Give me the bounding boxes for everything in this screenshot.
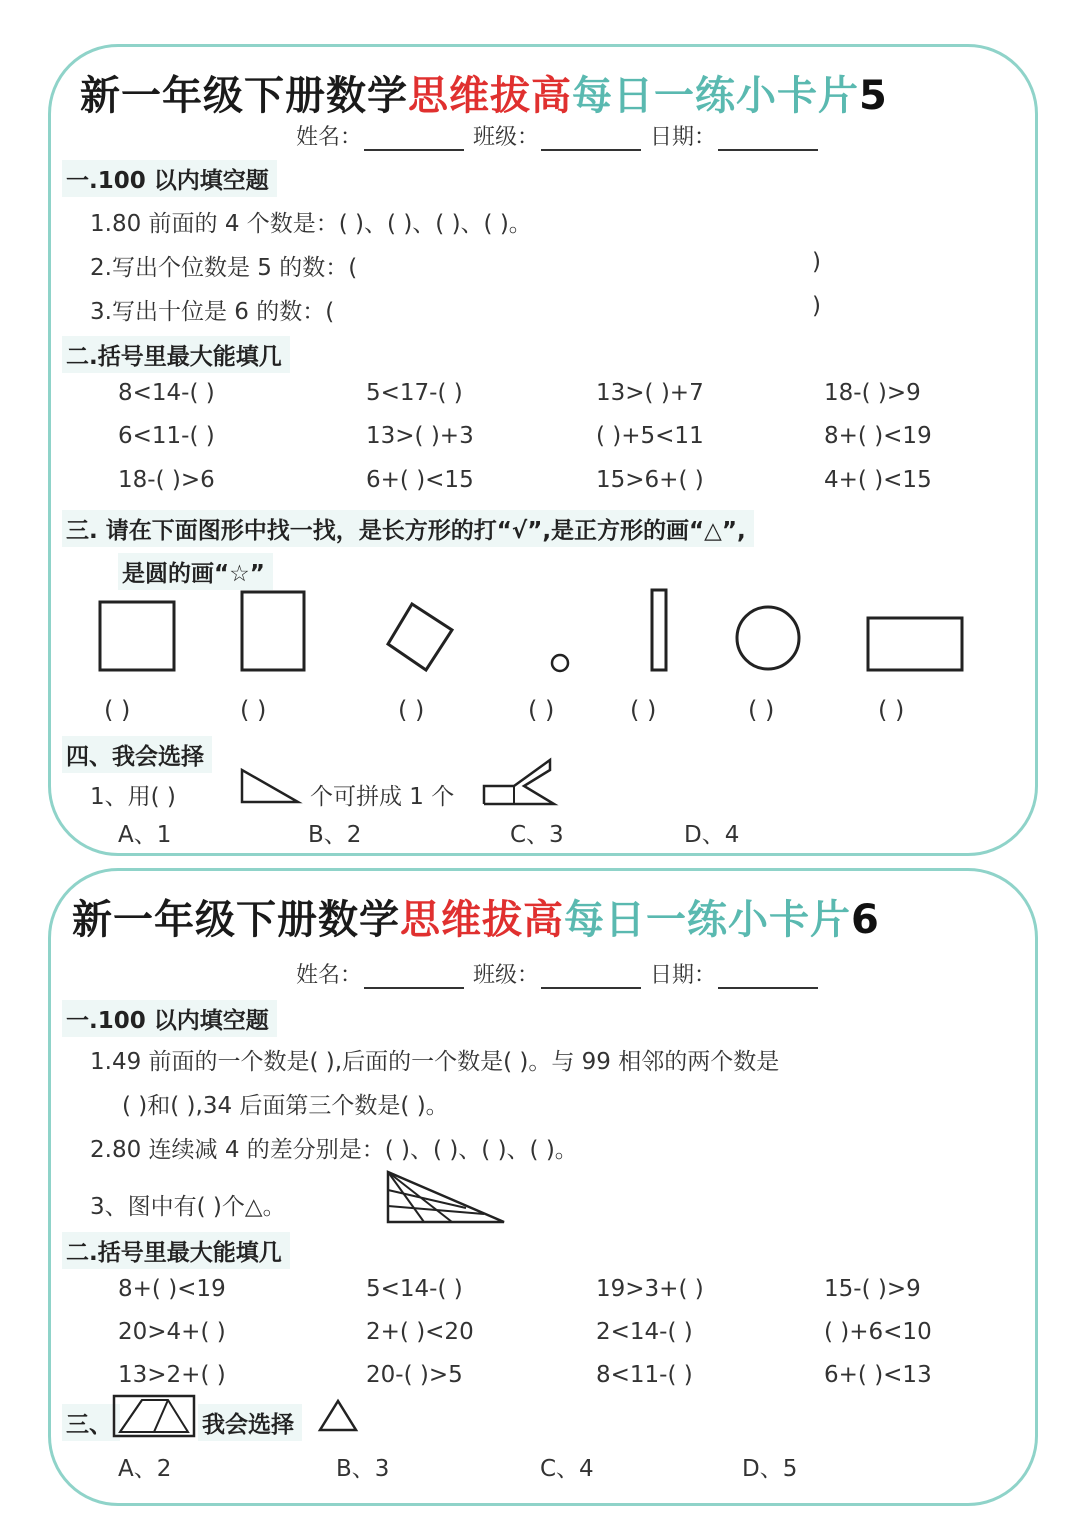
card6-cell: 20>4+( ) [118,1319,226,1345]
answer-paren[interactable]: ( ) [630,696,657,724]
card5-cell: ( )+5<11 [596,423,704,449]
option-c[interactable]: C、3 [510,822,564,848]
card5-cell: 13>( )+7 [596,380,704,406]
title-part-2: 思维拔高 [400,896,564,943]
answer-paren[interactable]: ( ) [748,696,775,724]
class-label: 班级： [473,125,540,150]
card5-cell: 8+( )<19 [824,423,932,449]
rectangle-shape [242,592,304,670]
thin-rectangle-shape [652,590,666,670]
card5-section1-heading: 一.100 以内填空题 [62,160,277,197]
title-number: 6 [851,897,880,943]
title-number: 5 [859,73,888,119]
card6-question-1-line2: ( )和( ),34 后面第三个数是( )。 [122,1093,449,1119]
card6-cell: ( )+6<10 [824,1319,932,1345]
card6-section3-heading-b: 我会选择 [198,1404,302,1441]
card5-s4-question-a: 1、用( ) [90,784,176,810]
card6-question-2: 2.80 连续减 4 的差分别是：( )、( )、( )、( )。 [90,1137,578,1163]
card5-section4-heading: 四、我会选择 [62,736,212,773]
composite-shape-icon [480,756,560,808]
date-label: 日期： [650,963,717,988]
rotated-square-shape [388,604,452,670]
card5-cell: 15>6+( ) [596,467,704,493]
date-field[interactable] [718,129,818,151]
card5-cell: 6+( )<15 [366,467,474,493]
card6-cell: 15-( )>9 [824,1276,921,1302]
small-circle-shape [552,655,568,671]
card5-cell: 4+( )<15 [824,467,932,493]
card5-question-3: 3.写出十位是 6 的数：( [90,299,335,325]
card6-cell: 8<11-( ) [596,1362,693,1388]
card5-cell: 13>( )+3 [366,423,474,449]
option-b[interactable]: B、3 [336,1456,390,1482]
card6-cell: 5<14-( ) [366,1276,463,1302]
option-a[interactable]: A、2 [118,1456,172,1482]
answer-paren[interactable]: ( ) [398,696,425,724]
card6-question-3: 3、图中有( )个△。 [90,1194,286,1220]
card6-info-row [296,958,820,989]
card6-cell: 2<14-( ) [596,1319,693,1345]
option-c[interactable]: C、4 [540,1456,594,1482]
circle-shape [737,607,799,669]
card6-section2-heading: 二.括号里最大能填几 [62,1232,290,1269]
name-field[interactable] [364,967,464,989]
card5-s4-question-b: 个可拼成 1 个 [310,784,455,810]
card6-cell: 6+( )<13 [824,1362,932,1388]
card6-cell: 2+( )<20 [366,1319,474,1345]
title-part-3: 每日一练小卡片 [572,72,859,119]
answer-paren[interactable]: ( ) [240,696,267,724]
card6-cell: 20-( )>5 [366,1362,463,1388]
card5-shapes [60,584,1000,684]
card5-title [80,64,888,121]
square-shape [100,602,174,670]
name-label: 姓名： [296,125,363,150]
class-label: 班级： [473,963,540,988]
card5-cell: 8<14-( ) [118,380,215,406]
card5-question-2-close: ) [812,249,821,275]
triangle-icon [240,766,302,806]
card6-cell: 19>3+( ) [596,1276,704,1302]
card5-cell: 18-( )>6 [118,467,215,493]
card5-question-1: 1.80 前面的 4 个数是：( )、( )、( )、( )。 [90,211,532,237]
answer-paren[interactable]: ( ) [104,696,131,724]
name-label: 姓名： [296,963,363,988]
card5-cell: 5<17-( ) [366,380,463,406]
title-part-1: 新一年级下册数学 [80,72,408,119]
card6-title [72,888,880,945]
answer-paren[interactable]: ( ) [878,696,905,724]
date-field[interactable] [718,967,818,989]
triangle-icon [318,1398,358,1432]
card5-question-2: 2.写出个位数是 5 的数：( [90,255,358,281]
title-part-3: 每日一练小卡片 [564,896,851,943]
card5-section3-heading-line1: 三. 请在下面图形中找一找，是长方形的打“√”,是正方形的画“△”, [62,510,754,547]
card6-section1-heading: 一.100 以内填空题 [62,1000,277,1037]
title-part-1: 新一年级下册数学 [72,896,400,943]
option-a[interactable]: A、1 [118,822,172,848]
card6-cell: 8+( )<19 [118,1276,226,1302]
card5-cell: 18-( )>9 [824,380,921,406]
answer-paren[interactable]: ( ) [528,696,555,724]
card5-cell: 6<11-( ) [118,423,215,449]
option-d[interactable]: D、5 [742,1456,798,1482]
title-part-2: 思维拔高 [408,72,572,119]
triangle-count-figure [384,1168,508,1226]
class-field[interactable] [541,967,641,989]
option-d[interactable]: D、4 [684,822,740,848]
card5-question-3-close: ) [812,293,821,319]
wide-rectangle-shape [868,618,962,670]
card6-question-1-line1: 1.49 前面的一个数是( ),后面的一个数是( )。与 99 相邻的两个数是 [90,1049,780,1075]
card5-info-row [296,120,820,151]
card5-section2-heading: 二.括号里最大能填几 [62,336,290,373]
name-field[interactable] [364,129,464,151]
card5-section3-heading-line2: 是圆的画“☆” [118,553,273,590]
class-field[interactable] [541,129,641,151]
option-b[interactable]: B、2 [308,822,362,848]
date-label: 日期： [650,125,717,150]
card6-section3-heading-a: 三、 [62,1404,120,1441]
trapezoid-figure [112,1394,196,1438]
card6-cell: 13>2+( ) [118,1362,226,1388]
